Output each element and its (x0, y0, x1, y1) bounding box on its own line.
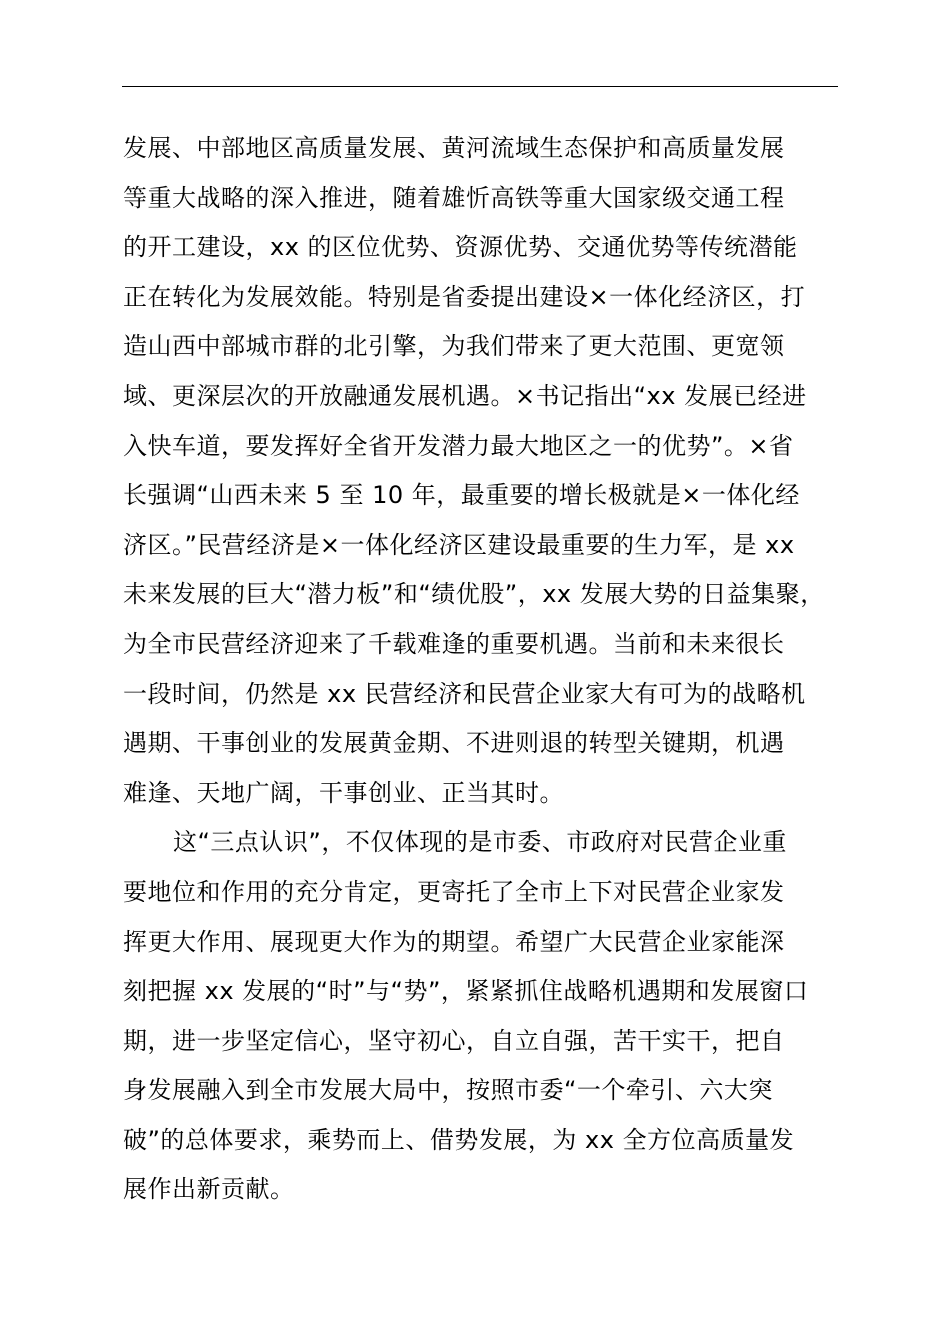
text-line: 发展、中部地区高质量发展、黄河流域生态保护和高质量发展 (123, 134, 785, 162)
text-line: 刻把握 xx 发展的“时”与“势”，紧紧抓住战略机遇期和发展窗口 (123, 977, 809, 1006)
text-line: 这“三点认识”，不仅体现的是市委、市政府对民营企业重 (173, 828, 787, 857)
text-line: 未来发展的巨大“潜力板”和“绩优股”，xx 发展大势的日益集聚， (123, 580, 825, 609)
text-line: 破”的总体要求，乘势而上、借势发展，为 xx 全方位高质量发 (123, 1125, 795, 1154)
text-line: 域、更深层次的开放融通发展机遇。×书记指出“xx 发展已经进 (123, 381, 807, 410)
text-line: 要地位和作用的充分肯定，更寄托了全市上下对民营企业家发 (123, 877, 785, 906)
text-line: 等重大战略的深入推进，随着雄忻高铁等重大国家级交通工程 (123, 183, 785, 212)
text-line: 展作出新贡献。 (123, 1175, 295, 1204)
header-rule (122, 86, 838, 87)
text-line: 入快车道，要发挥好全省开发潜力最大地区之一的优势”。×省 (123, 431, 794, 460)
text-line: 造山西中部城市群的北引擎，为我们带来了更大范围、更宽领 (123, 332, 785, 361)
text-line: 身发展融入到全市发展大局中，按照市委“一个牵引、六大突 (123, 1076, 773, 1105)
text-line: 正在转化为发展效能。特别是省委提出建设×一体化经济区，打 (123, 282, 806, 311)
text-line: 期，进一步坚定信心，坚守初心，自立自强，苦干实干，把自 (123, 1026, 785, 1055)
text-line: 的开工建设，xx 的区位优势、资源优势、交通优势等传统潜能 (123, 233, 798, 262)
text-line: 一段时间，仍然是 xx 民营经济和民营企业家大有可为的战略机 (123, 679, 806, 708)
text-line: 济区。”民营经济是×一体化经济区建设最重要的生力军，是 xx (123, 530, 795, 559)
text-line: 为全市民营经济迎来了千载难逢的重要机遇。当前和未来很长 (123, 629, 785, 658)
paragraph-1 (123, 124, 839, 818)
text-line: 难逢、天地广阔，干事创业、正当其时。 (123, 778, 564, 807)
document-body (123, 124, 839, 1215)
text-line: 遇期、干事创业的发展黄金期、不进则退的转型关键期，机遇 (123, 729, 785, 758)
text-line: 长强调“山西未来 5 至 10 年，最重要的增长极就是×一体化经 (123, 481, 800, 510)
text-line: 挥更大作用、展现更大作为的期望。希望广大民营企业家能深 (123, 927, 785, 956)
paragraph-2 (123, 818, 839, 1215)
